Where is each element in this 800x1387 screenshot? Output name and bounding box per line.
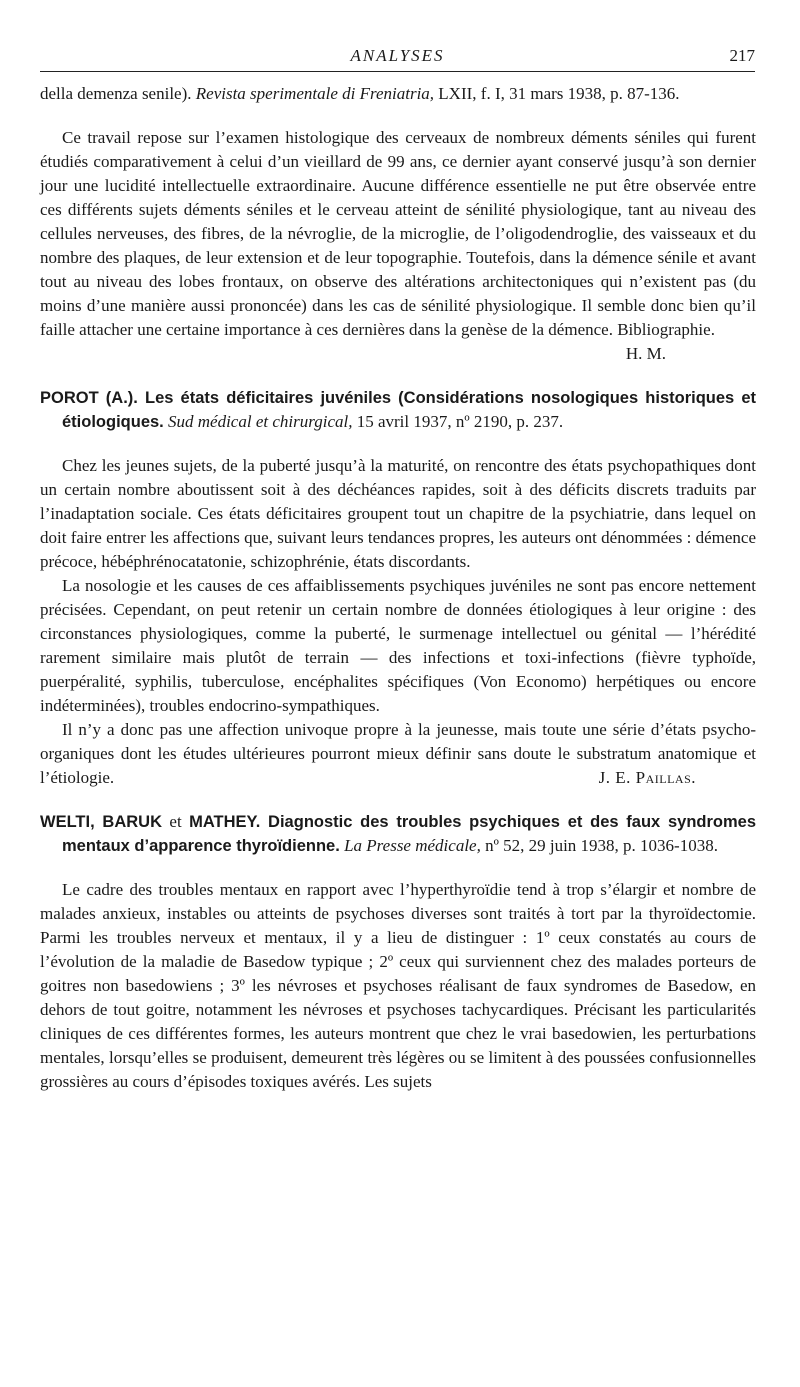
entry2-citation-details: nº 52, 29 juin 1938, p. 1036-1038. [480, 836, 718, 855]
entry2-conjunction: et [162, 812, 190, 831]
page-header [40, 44, 755, 72]
entry1-signature: J. E. Paillas. [598, 768, 696, 787]
entry2-abstract: Le cadre des troubles mentaux en rapport avec l’hyperthyroïdie tend à trop s’élargir et nombre de malades anxieux, instables ou atteints de psychoses diverses sont traités à tort par la thyroïdectomie. Parmi les troubles nerveux et mentaux, il y a lieu de distinguer : 1º ceux constatés au cours de l’évolution de la maladie de Basedow typique ; 2º ceux qui surviennent chez des malades porteurs de goitres non basedowiens ; 3º les névroses et psychoses réalisant de faux syndromes de Basedow, en dehors de tout goitre, notamment les névroses et psychoses tachycardiques. Précisant les particularités cliniques de ces différentes formes, les auteurs montrent que chez le vrai basedowien, les perturbations mentales, lorsqu’elles se produisent, demeurent très légères ou se limitent à des poussées confusionnelles grossières au cours d’épisodes toxiques avérés. Les sujets [40, 880, 756, 1091]
entry1-journal: Sud médical et chirurgical, [163, 412, 353, 431]
entry1-paragraph-2: La nosologie et les causes de ces affaiblissements psychiques juvéniles ne sont pas encore nettement précisées. Cependant, on peut retenir un certain nombre de données étiologiques à leur origine : des circonstances physiologiques, comme la puberté, le surmenage intellectuel ou génital — l’hérédité rarement similaire mais plutôt de terrain — des infections et toxi-infections (fièvre typhoïde, puerpéralité, syphilis, tuberculose, encéphalites spécifiques (Von Economo) herpétiques ou encore indéterminées), troubles endocrino-sympathiques. [40, 576, 756, 715]
entry2-authors-b: MATHEY. [189, 813, 261, 831]
page-number: 217 [729, 46, 755, 65]
entry0-signature: H. M. [625, 344, 666, 363]
header-rule [40, 71, 755, 72]
entry0-citation-details: LXII, f. I, 31 mars 1938, p. 87-136. [434, 84, 680, 103]
entry1-title: Les états déficitaires juvéniles (Considérations nosologiques historiques et étiologiques. [62, 389, 757, 431]
entry1-paragraph-3-text: Il n’y a donc pas une affection univoque propre à la jeunesse, mais toute une série d’états psycho-organiques dont les études ultérieures pourront mieux définir sans doute le substratum anatomique et l’étiologie. [40, 720, 756, 787]
entry2-authors-a: WELTI, BARUK [40, 813, 163, 831]
entry1-citation-details: 15 avril 1937, nº 2190, p. 237. [352, 412, 564, 431]
entry2-journal: La Presse médicale, [339, 836, 481, 855]
page-body [40, 82, 756, 1094]
entry1-paragraph-3 [40, 718, 756, 790]
entry0-journal: Revista sperimentale di Freniatria, [195, 84, 435, 103]
entry2-citation [40, 810, 756, 858]
running-title: ANALYSES [350, 46, 445, 65]
entry1-citation [40, 386, 756, 434]
entry0-abstract: Ce travail repose sur l’examen histologique des cerveaux de nombreux déments séniles qui furent étudiés comparativement à celui d’un vieillard de 99 ans, ce dernier ayant conservé jusqu’à son dernier jour une lucidité intellectuelle extraordinaire. Aucune différence essentielle ne put être observée entre ces différents sujets déments séniles et le cerveau atteint de sénilité physiologique, tant au niveau des cellules nerveuses, des fibres, de la névroglie, de la microglie, de l’oligodendroglie, des vaisseaux et du nombre des plaques, de leur extension et de leur topographie. Toutefois, dans la démence sénile et avant tout au niveau des lobes frontaux, on observe des altérations architectoniques qui n’existent pas (du moins d’une manière aussi prononcée) dans les cas de sénilité physiologique. Il semble donc bien qu’il faille attacher une certaine importance à ces dernières dans la genèse de la démence. Bibliographie. [40, 128, 756, 339]
entry2-title: Diagnostic des troubles psychiques et des faux syndromes mentaux d’apparence thyroïdienne. [62, 813, 756, 855]
entry1-author: POROT (A.). [40, 389, 138, 407]
entry1-paragraph-1: Chez les jeunes sujets, de la puberté jusqu’à la maturité, on rencontre des états psychopathiques dont un certain nombre aboutissent soit à des déchéances rapides, soit à des déficits discrets traduits par l’inadaptation sociale. Ces états déficitaires groupent tout un chapitre de la psychiatrie, dans lequel on doit faire entrer les affections que, suivant leurs tendances propres, les auteurs ont dénommées : démence précoce, hébéphrénocatatonie, schizophrénie, états discordants. [40, 456, 756, 571]
entry0-citation [40, 82, 756, 106]
entry0-tail: della demenza senile). [40, 84, 196, 103]
